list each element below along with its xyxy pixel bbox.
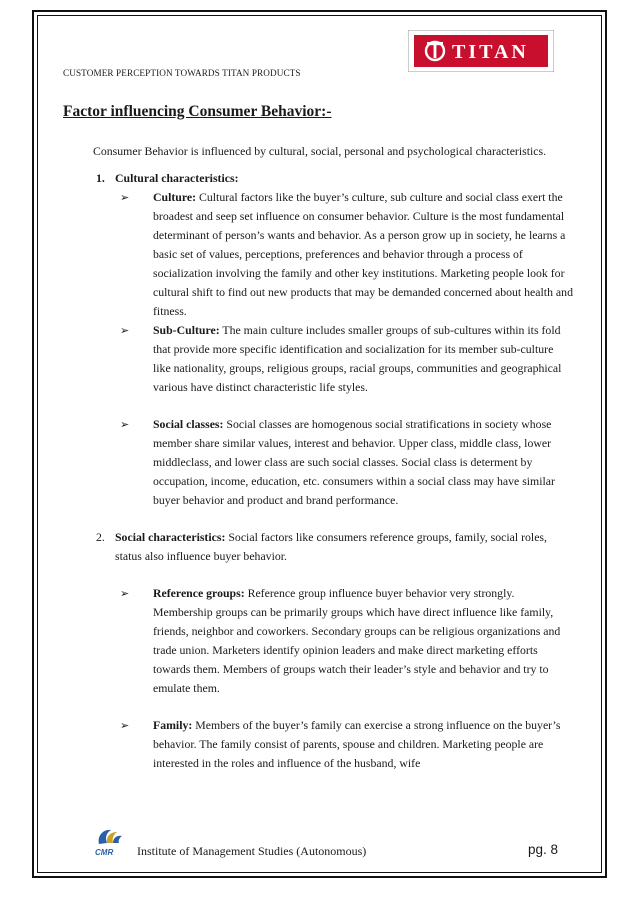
- section-body: [115, 528, 573, 566]
- bullet-term: Sub-Culture:: [153, 323, 220, 337]
- bullet-text: Members of the buyer’s family can exercise a strong influence on the buyer’s behavior. The family consist of parents, spouse and children. Marketing people are interested in the roles and influence of the husband, wife: [153, 718, 561, 770]
- list-item: [120, 716, 573, 773]
- bullet-term: Culture:: [153, 190, 197, 204]
- arrow-bullet-icon: ➢: [120, 418, 130, 431]
- bullet-text: Social classes are homogenous social stratifications in society whose member share similar values, interest and behavior. Upper class, middle class, lower middleclass, and lower class are such social classes. Social class is determent by occupation, income, education, etc. consumers within a social class may have similar buyer behavior and product and brand performance.: [153, 417, 555, 507]
- section-title-rest: Social factors like consumers reference groups, family, social roles, status also influence buyer behavior.: [115, 530, 547, 563]
- intro-paragraph: Consumer Behavior is influenced by cultural, social, personal and psychological characteristics.: [93, 144, 547, 158]
- section-cultural: [63, 169, 573, 510]
- arrow-bullet-icon: ➢: [120, 324, 130, 337]
- bullet-text: Cultural factors like the buyer’s culture, sub culture and social class exert the broadest and seep set influence on consumer behavior. Culture is the most fundamental determinant of person’s wants and behavior. As a person grow up in society, he learns a basic set of values, perceptions, preferences and behavior through a process of socialization involving the family and other key institutions. Marketing people look for cultural shift to find out new products that may be demanded concerned about health and fitness.: [153, 190, 573, 318]
- list-item: [120, 415, 573, 510]
- arrow-bullet-icon: ➢: [120, 719, 130, 732]
- logo-text: TITAN: [452, 41, 529, 63]
- bullet-text: The main culture includes smaller groups of sub-cultures within its fold that provide more specific identification and socialization for its member sub-culture like nationality, groups, religious groups, racial groups, communities and geographical various have distinct characteristic life styles.: [153, 323, 562, 394]
- section-title: Social characteristics:: [115, 530, 226, 544]
- bullet-text: Reference group influence buyer behavior very strongly. Membership groups can be primarily groups which have direct influence like family, friends, neighbor and coworkers. Secondary groups can be religious organizations and trade union. Marketers identify opinion leaders and make direct marketing efforts towards them. Members of groups watch their leader’s style and behavior and try to emulate them.: [153, 586, 561, 695]
- section-number: 1.: [96, 171, 105, 185]
- footer-institute: Institute of Management Studies (Autonomous): [137, 844, 367, 858]
- section-title: Cultural characteristics:: [115, 171, 239, 185]
- section-number: 2.: [96, 530, 105, 544]
- cmr-logo-text: CMR: [95, 848, 114, 857]
- arrow-bullet-icon: ➢: [120, 191, 130, 204]
- page-number: pg. 8: [528, 842, 559, 857]
- list-item: [120, 188, 573, 321]
- arrow-bullet-icon: ➢: [120, 587, 130, 600]
- page-heading: Factor influencing Consumer Behavior:-: [63, 103, 332, 120]
- list-item: [120, 321, 573, 397]
- bullet-term: Reference groups:: [153, 586, 245, 600]
- section-social: [63, 528, 573, 773]
- list-item: [120, 584, 573, 698]
- titan-logo: [408, 30, 554, 72]
- bullet-term: Family:: [153, 718, 193, 732]
- running-header: CUSTOMER PERCEPTION TOWARDS TITAN PRODUCTS: [63, 68, 301, 78]
- cmr-logo: [93, 826, 127, 858]
- bullet-term: Social classes:: [153, 417, 224, 431]
- main-content: [63, 142, 573, 773]
